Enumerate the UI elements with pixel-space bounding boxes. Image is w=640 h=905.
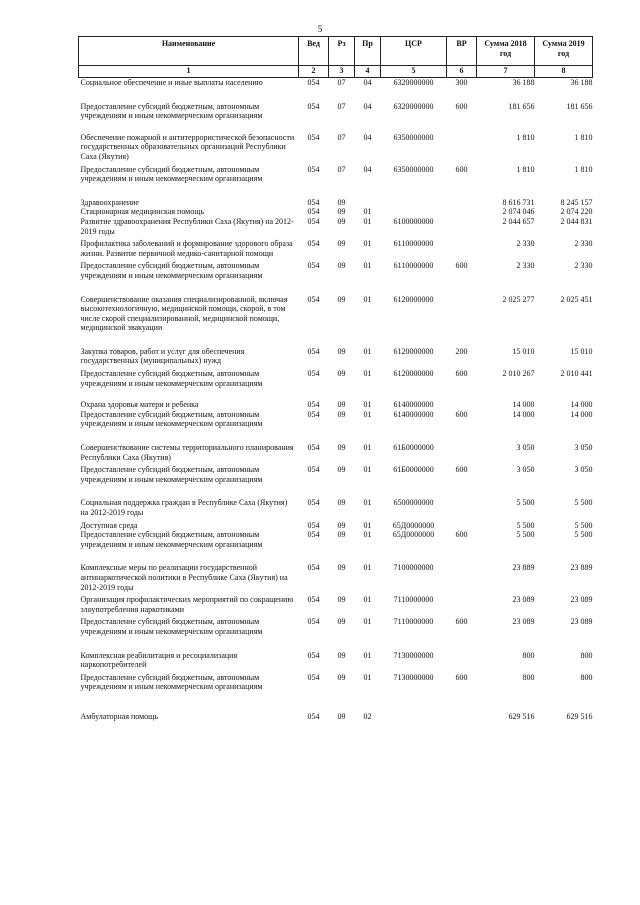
cell-vr: 600 xyxy=(455,617,468,627)
cell-sum-2019: 2 330 xyxy=(574,239,593,249)
header-number: 7 xyxy=(477,66,535,78)
header-vr: ВР xyxy=(447,37,477,66)
cell-pr: 02 xyxy=(363,711,372,721)
cell-ved: 054 xyxy=(307,465,320,475)
cell-sum-2019: 800 xyxy=(580,672,593,682)
cell-pr: 01 xyxy=(363,261,372,271)
header-number: 8 xyxy=(535,66,593,78)
cell-csr: 65Д0000000 xyxy=(392,530,435,540)
cell-sum-2019: 2 330 xyxy=(574,261,593,271)
table-row xyxy=(79,236,593,258)
cell-ved: 054 xyxy=(307,443,320,453)
cell-vr: 600 xyxy=(455,409,468,419)
cell-csr: 6350000000 xyxy=(393,164,434,174)
table-row xyxy=(79,88,593,121)
cell-csr: 61Б0000000 xyxy=(393,465,434,475)
cell-rz: 09 xyxy=(337,207,346,217)
cell-pr: 04 xyxy=(363,132,372,142)
cell-sum-2019: 14 000 xyxy=(570,409,593,419)
cell-ved: 054 xyxy=(307,530,320,540)
cell-vr xyxy=(447,484,477,517)
cell-sum-2019: 2 044 831 xyxy=(560,216,593,226)
cell-name: Здравоохранение xyxy=(80,197,139,207)
cell-sum-2019: 181 656 xyxy=(566,101,593,111)
cell-rz: 09 xyxy=(337,239,346,249)
cell-sum-2019: 629 516 xyxy=(566,711,593,721)
cell-ved: 054 xyxy=(307,595,320,605)
cell-vr xyxy=(447,207,477,217)
cell-sum-2018: 2 010 267 xyxy=(502,369,535,379)
cell-csr: 7100000000 xyxy=(393,563,434,573)
table-row xyxy=(79,462,593,484)
cell-name: Организация профилактических мероприятий по сокращению злоупотребления наркотиками xyxy=(80,595,294,614)
table-row xyxy=(79,592,593,614)
cell-vr xyxy=(447,692,477,722)
cell-pr: 01 xyxy=(363,530,372,540)
cell-csr: 7110000000 xyxy=(393,617,434,627)
table-row xyxy=(79,518,593,531)
table-row xyxy=(79,410,593,429)
cell-pr: 04 xyxy=(363,101,372,111)
cell-sum-2018: 36 188 xyxy=(512,78,535,87)
cell-ved: 054 xyxy=(307,261,320,271)
cell-sum-2019: 5 500 xyxy=(574,530,593,540)
table-row xyxy=(79,281,593,333)
cell-name: Развитие здравоохранения Республики Саха (Якутия) на 2012-2019 годы xyxy=(80,216,294,236)
table-row xyxy=(79,162,593,184)
table-body xyxy=(79,78,593,722)
budget-table xyxy=(78,36,593,722)
cell-sum-2018: 5 500 xyxy=(516,530,535,540)
header-csr: ЦСР xyxy=(381,37,447,66)
cell-sum-2018: 8 616 731 xyxy=(502,197,535,207)
cell-sum-2018: 800 xyxy=(522,650,535,660)
header-name: Наименование xyxy=(79,37,299,66)
cell-pr: 04 xyxy=(363,164,372,174)
cell-sum-2018: 2 330 xyxy=(516,239,535,249)
header-number: 4 xyxy=(355,66,381,78)
header-number: 1 xyxy=(79,66,299,78)
cell-vr xyxy=(447,592,477,614)
table-row xyxy=(79,670,593,692)
cell-ved: 054 xyxy=(307,369,320,379)
cell-csr xyxy=(381,184,447,208)
cell-sum-2019: 800 xyxy=(580,650,593,660)
cell-rz: 09 xyxy=(337,294,346,304)
header-sum-2019: Сумма 2019 год xyxy=(535,37,593,66)
cell-sum-2019: 23 089 xyxy=(570,617,593,627)
cell-name: Предоставление субсидий бюджетным, автономным учреждениям и иным некоммерческим организациям xyxy=(80,617,263,636)
cell-ved: 054 xyxy=(307,563,320,573)
cell-csr: 6120000000 xyxy=(393,369,434,379)
cell-pr: 01 xyxy=(363,498,372,508)
cell-csr: 6110000000 xyxy=(393,261,434,271)
cell-vr xyxy=(447,281,477,333)
table-row xyxy=(79,614,593,636)
cell-ved: 054 xyxy=(307,711,320,721)
cell-pr: 01 xyxy=(363,595,372,605)
cell-name: Социальная поддержка граждан в Республике Саха (Якутия) на 2012-2019 годы xyxy=(80,498,288,517)
cell-ved: 054 xyxy=(307,239,320,249)
cell-sum-2018: 2 330 xyxy=(516,261,535,271)
cell-ved: 054 xyxy=(307,216,320,226)
cell-vr xyxy=(447,217,477,236)
header-pr: Пр xyxy=(355,37,381,66)
cell-ved: 054 xyxy=(307,617,320,627)
cell-rz: 09 xyxy=(337,409,346,419)
cell-vr: 300 xyxy=(455,78,468,87)
cell-vr xyxy=(447,518,477,531)
cell-rz: 09 xyxy=(337,465,346,475)
cell-csr: 6140000000 xyxy=(393,409,434,419)
cell-sum-2018: 23 089 xyxy=(512,595,535,605)
table-row xyxy=(79,184,593,208)
cell-rz: 09 xyxy=(337,672,346,682)
cell-sum-2019: 2 025 451 xyxy=(560,294,593,304)
cell-sum-2018: 5 500 xyxy=(516,498,535,508)
header-ved: Вед xyxy=(299,37,329,66)
cell-rz: 09 xyxy=(337,369,346,379)
cell-csr: 7130000000 xyxy=(393,672,434,682)
cell-pr: 01 xyxy=(363,520,372,530)
cell-name: Предоставление субсидий бюджетным, автономным учреждениям и иным некоммерческим организациям xyxy=(80,369,263,388)
cell-rz: 09 xyxy=(337,595,346,605)
cell-vr xyxy=(447,429,477,462)
cell-name: Амбулаторная помощь xyxy=(80,711,158,721)
cell-ved: 054 xyxy=(307,409,320,419)
cell-name: Предоставление субсидий бюджетным, автономным учреждениям и иным некоммерческим организациям xyxy=(80,409,263,429)
cell-sum-2019: 5 500 xyxy=(574,498,593,508)
table-row xyxy=(79,121,593,162)
cell-ved: 054 xyxy=(307,207,320,217)
cell-rz: 09 xyxy=(337,563,346,573)
cell-name: Совершенствование системы территориального планирования Республики Саха (Якутия) xyxy=(80,443,294,462)
cell-sum-2018: 5 500 xyxy=(516,520,535,530)
cell-csr: 6110000000 xyxy=(393,239,434,249)
cell-csr xyxy=(381,692,447,722)
cell-rz: 07 xyxy=(337,78,346,87)
cell-rz: 09 xyxy=(337,520,346,530)
header-number: 2 xyxy=(299,66,329,78)
cell-name: Социальное обеспечение и иные выплаты населению xyxy=(80,78,263,87)
header-number: 6 xyxy=(447,66,477,78)
cell-sum-2019: 3 050 xyxy=(574,465,593,475)
cell-pr: 01 xyxy=(363,369,372,379)
page-number: 5 xyxy=(317,24,323,34)
cell-sum-2018: 800 xyxy=(522,672,535,682)
cell-sum-2019: 2 010 441 xyxy=(560,369,593,379)
cell-sum-2018: 14 000 xyxy=(512,409,535,419)
cell-rz: 09 xyxy=(337,346,346,356)
cell-name: Комплексные меры по реализации государственной антинаркотической политики в Республике Саха (Якутия) на 2012-2019 годы xyxy=(80,563,288,592)
cell-ved: 054 xyxy=(307,520,320,530)
cell-name: Профилактика заболеваний и формирование здорового образа жизни. Развитие первичной медико-санитарной помощи xyxy=(80,239,293,258)
cell-name: Комплексная реабилитация и ресоциализация наркопотребителей xyxy=(80,650,238,670)
table-row xyxy=(79,217,593,236)
cell-pr: 01 xyxy=(363,207,372,217)
cell-sum-2019: 3 050 xyxy=(574,443,593,453)
cell-sum-2018: 181 656 xyxy=(508,101,535,111)
cell-rz: 09 xyxy=(337,197,346,207)
cell-pr: 01 xyxy=(363,617,372,627)
cell-sum-2019: 1 810 xyxy=(574,132,593,142)
cell-sum-2019: 36 188 xyxy=(570,78,593,87)
table-row xyxy=(79,549,593,592)
header-number: 3 xyxy=(329,66,355,78)
table-row xyxy=(79,333,593,366)
cell-sum-2019: 8 245 157 xyxy=(560,197,593,207)
cell-sum-2018: 23 889 xyxy=(512,563,535,573)
cell-ved: 054 xyxy=(307,164,320,174)
cell-csr xyxy=(381,207,447,217)
cell-name: Предоставление субсидий бюджетным, автономным учреждениям и иным некоммерческим организациям xyxy=(80,530,263,549)
cell-rz: 09 xyxy=(337,711,346,721)
cell-name: Предоставление субсидий бюджетным, автономным учреждениям и иным некоммерческим организациям xyxy=(80,261,263,280)
cell-name: Предоставление субсидий бюджетным, автономным учреждениям и иным некоммерческим организациям xyxy=(80,164,263,184)
cell-vr xyxy=(447,121,477,162)
cell-csr: 6120000000 xyxy=(393,346,434,356)
cell-csr: 6350000000 xyxy=(393,132,434,142)
table-row xyxy=(79,207,593,217)
cell-sum-2019: 5 500 xyxy=(574,520,593,530)
table-row xyxy=(79,258,593,280)
cell-vr: 600 xyxy=(455,164,468,174)
cell-ved: 054 xyxy=(307,650,320,660)
cell-name: Совершенствование оказания специализированной, включая высокотехнологичную, медицинской помощи, скорой, в том числе скорой специализированной, медицинской помощи, медицинской эвакуации xyxy=(80,294,288,333)
table-row xyxy=(79,388,593,410)
cell-ved: 054 xyxy=(307,672,320,682)
cell-sum-2018: 1 810 xyxy=(516,164,535,174)
cell-pr: 01 xyxy=(363,216,372,226)
cell-vr: 600 xyxy=(455,261,468,271)
cell-ved: 054 xyxy=(307,132,320,142)
cell-csr: 6500000000 xyxy=(393,498,434,508)
cell-csr: 65Д0000000 xyxy=(392,520,435,530)
cell-pr xyxy=(355,184,381,208)
cell-ved: 054 xyxy=(307,346,320,356)
table-row xyxy=(79,429,593,462)
cell-vr xyxy=(447,637,477,670)
cell-pr: 01 xyxy=(363,239,372,249)
header-sum-2018: Сумма 2018 год xyxy=(477,37,535,66)
cell-rz: 09 xyxy=(337,530,346,540)
cell-name: Закупка товаров, работ и услуг для обеспечения государственных (муниципальных) нужд xyxy=(80,346,245,366)
table-row xyxy=(79,530,593,549)
cell-vr: 600 xyxy=(455,101,468,111)
cell-sum-2019: 23 089 xyxy=(570,595,593,605)
cell-csr: 7130000000 xyxy=(393,650,434,660)
cell-name: Предоставление субсидий бюджетным, автономным учреждениям и иным некоммерческим организациям xyxy=(80,465,263,484)
cell-vr: 600 xyxy=(455,530,468,540)
cell-csr: 6100000000 xyxy=(393,216,434,226)
cell-rz: 07 xyxy=(337,132,346,142)
cell-ved: 054 xyxy=(307,294,320,304)
cell-sum-2019: 2 074 220 xyxy=(560,207,593,217)
cell-vr: 200 xyxy=(455,346,468,356)
cell-csr: 6120000000 xyxy=(393,294,434,304)
cell-sum-2018: 3 050 xyxy=(516,465,535,475)
cell-rz: 09 xyxy=(337,617,346,627)
cell-ved: 054 xyxy=(307,498,320,508)
cell-sum-2019: 23 889 xyxy=(570,563,593,573)
cell-ved: 054 xyxy=(307,400,320,410)
cell-sum-2018: 629 516 xyxy=(508,711,535,721)
cell-pr: 01 xyxy=(363,400,372,410)
cell-rz: 07 xyxy=(337,164,346,174)
cell-pr: 01 xyxy=(363,465,372,475)
cell-sum-2019: 14 000 xyxy=(570,400,593,410)
cell-rz: 09 xyxy=(337,261,346,271)
cell-sum-2018: 2 044 657 xyxy=(502,216,535,226)
cell-rz: 09 xyxy=(337,216,346,226)
cell-csr: 6320000000 xyxy=(393,78,434,87)
cell-vr xyxy=(447,236,477,258)
cell-pr: 01 xyxy=(363,672,372,682)
cell-pr: 01 xyxy=(363,563,372,573)
cell-sum-2018: 2 025 277 xyxy=(502,294,535,304)
cell-vr xyxy=(447,549,477,592)
cell-ved: 054 xyxy=(307,78,320,87)
cell-pr: 01 xyxy=(363,650,372,660)
cell-sum-2018: 14 000 xyxy=(512,400,535,410)
cell-sum-2018: 23 089 xyxy=(512,617,535,627)
cell-name: Обеспечение пожарной и антитеррористической безопасности государственных образовательных организаций Республики Саха (Якутия) xyxy=(80,132,295,161)
header-number-row xyxy=(79,66,593,78)
cell-vr: 600 xyxy=(455,465,468,475)
cell-pr: 01 xyxy=(363,294,372,304)
cell-rz: 09 xyxy=(337,498,346,508)
cell-pr: 01 xyxy=(363,346,372,356)
table-row xyxy=(79,484,593,517)
cell-sum-2019: 1 810 xyxy=(574,164,593,174)
cell-rz: 09 xyxy=(337,443,346,453)
cell-csr: 7110000000 xyxy=(393,595,434,605)
cell-pr: 01 xyxy=(363,443,372,453)
cell-name: Предоставление субсидий бюджетным, автономным учреждениям и иным некоммерческим организациям xyxy=(80,101,263,121)
cell-vr: 600 xyxy=(455,672,468,682)
table-row xyxy=(79,692,593,722)
cell-sum-2019: 15 010 xyxy=(570,346,593,356)
header-row xyxy=(79,37,593,66)
cell-sum-2018: 15 010 xyxy=(512,346,535,356)
cell-sum-2018: 3 050 xyxy=(516,443,535,453)
cell-name: Доступная среда xyxy=(80,520,138,530)
cell-csr: 61Б0000000 xyxy=(393,443,434,453)
cell-name: Стационарная медицинская помощь xyxy=(80,207,205,217)
cell-csr: 6320000000 xyxy=(393,101,434,111)
cell-vr xyxy=(447,184,477,208)
cell-pr: 04 xyxy=(363,78,372,87)
cell-rz: 09 xyxy=(337,400,346,410)
table-row xyxy=(79,637,593,670)
cell-rz: 09 xyxy=(337,650,346,660)
cell-csr: 6140000000 xyxy=(393,400,434,410)
cell-name: Предоставление субсидий бюджетным, автономным учреждениям и иным некоммерческим организациям xyxy=(80,672,263,692)
cell-ved: 054 xyxy=(307,101,320,111)
cell-pr: 01 xyxy=(363,409,372,419)
header-number: 5 xyxy=(381,66,447,78)
table-row xyxy=(79,78,593,88)
cell-ved: 054 xyxy=(307,197,320,207)
cell-sum-2018: 1 810 xyxy=(516,132,535,142)
cell-name: Охрана здоровья матери и ребенка xyxy=(80,400,199,410)
cell-vr xyxy=(447,388,477,410)
cell-sum-2018: 2 074 046 xyxy=(502,207,535,217)
header-rz: Рз xyxy=(329,37,355,66)
cell-rz: 07 xyxy=(337,101,346,111)
table-row xyxy=(79,366,593,388)
cell-vr: 600 xyxy=(455,369,468,379)
